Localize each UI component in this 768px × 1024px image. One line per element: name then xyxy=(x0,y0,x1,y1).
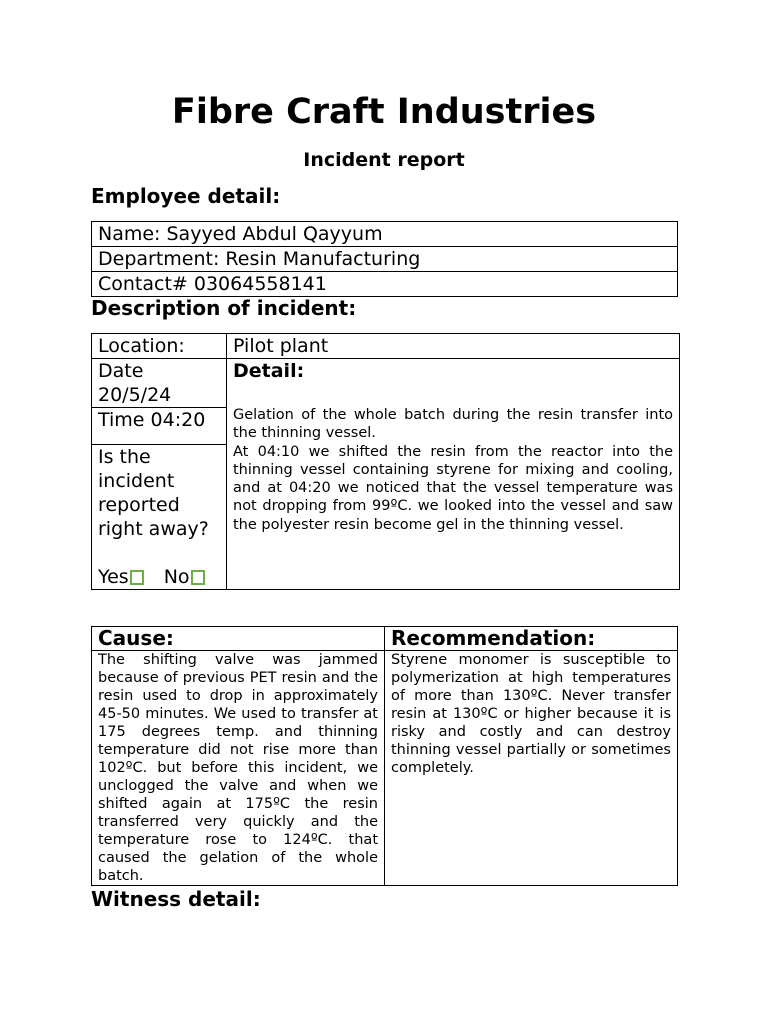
employee-department: Department: Resin Manufacturing xyxy=(92,247,678,272)
employee-table xyxy=(91,221,678,297)
detail-text xyxy=(233,406,673,534)
table-row xyxy=(92,222,678,247)
table-row xyxy=(92,627,678,651)
yes-checkbox[interactable] xyxy=(130,570,144,585)
table-row xyxy=(92,247,678,272)
table-row xyxy=(92,272,678,297)
incident-table xyxy=(91,333,680,590)
employee-contact: Contact# 03064558141 xyxy=(92,272,678,297)
table-row xyxy=(92,359,680,408)
table-row xyxy=(92,334,680,359)
location-label: Location: xyxy=(92,334,227,359)
cause-text: The shifting valve was jammed because of previous PET resin and the resin used to drop in approximately 45-50 minutes. We used to transfer at 175 degrees temp. and thinning temperature did not rise more than 102ºC. but before this incident, we unclogged the valve and when we shifted again at 175ºC the resin transferred very quickly and the temperature rose to 124ºC. that caused the gelation of the whole batch. xyxy=(92,651,385,886)
employee-name: Name: Sayyed Abdul Qayyum xyxy=(92,222,678,247)
no-checkbox[interactable] xyxy=(191,570,205,585)
yes-no-options xyxy=(98,565,220,589)
table-row xyxy=(92,651,678,886)
report-title: Incident report xyxy=(303,149,465,171)
location-value: Pilot plant xyxy=(227,334,680,359)
reported-question-cell xyxy=(92,445,227,590)
company-title: Fibre Craft Industries xyxy=(171,92,597,132)
date-cell: Date 20/5/24 xyxy=(92,359,227,408)
detail-heading: Detail: xyxy=(233,360,305,382)
yes-label: Yes xyxy=(98,566,129,588)
recommendation-text: Styrene monomer is susceptible to polymerization at high temperatures of more than 130ºC. Never transfer resin at 130ºC or higher because it is risky and costly and can destroy thinning vessel partially or sometimes completely. xyxy=(385,651,678,886)
detail-paragraph: At 04:10 we shifted the resin from the reactor into the thinning vessel containing styrene for mixing and cooling, and at 04:20 we noticed that the vessel temperature was not dropping from 99ºC. we looked into the vessel and saw the polyester resin become gel in the thinning vessel. xyxy=(233,443,673,533)
cause-heading: Cause: xyxy=(92,627,385,651)
detail-paragraph: Gelation of the whole batch during the resin transfer into the thinning vessel. xyxy=(233,407,673,442)
reported-question: Is the incident reported right away? xyxy=(98,446,209,540)
detail-cell xyxy=(227,359,680,590)
incident-heading: Description of incident: xyxy=(91,296,357,320)
no-label: No xyxy=(163,566,190,588)
employee-heading: Employee detail: xyxy=(91,184,281,208)
time-cell: Time 04:20 xyxy=(92,408,227,445)
recommendation-heading: Recommendation: xyxy=(385,627,678,651)
cause-recommendation-table xyxy=(91,626,678,886)
witness-heading: Witness detail: xyxy=(91,887,261,911)
